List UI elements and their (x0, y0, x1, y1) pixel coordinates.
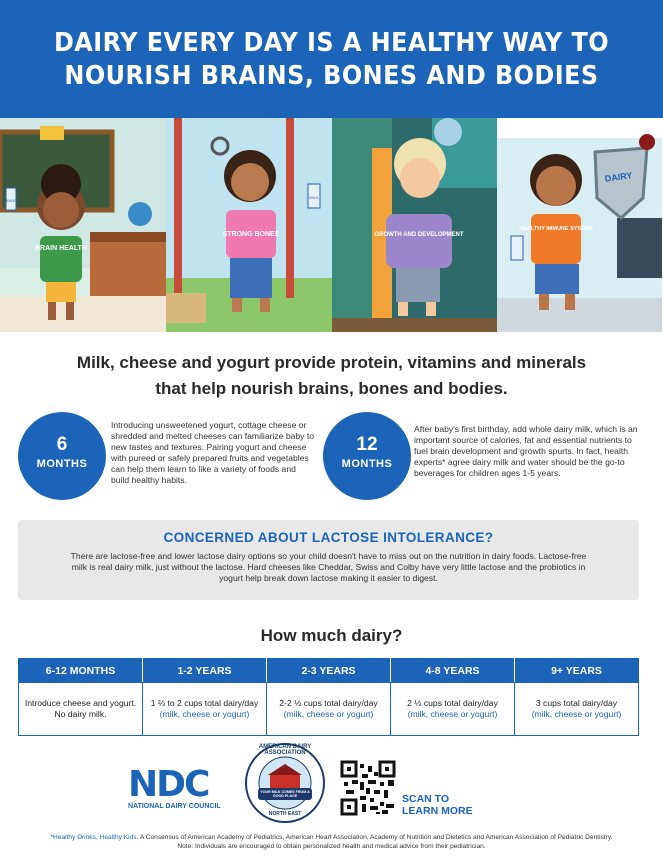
cell-1-2-years (143, 683, 267, 736)
table-row (19, 683, 639, 736)
intro-line-1: Milk, cheese and yogurt provide protein, vitamins and minerals (76, 353, 587, 372)
milestone-6-unit: MONTHS (36, 458, 88, 470)
panel-2-shirt-text: STRONG BONES (222, 231, 280, 238)
header-6-12-months: 6-12 MONTHS (19, 659, 143, 683)
panel-4-shirt-text: HEALTHY IMMUNE SYSTEM (519, 226, 593, 232)
footnote-line-1: A Consensus of American Academy of Pediatrics, American Heart Association, Academy of Nutrition and Dietetics and American Association of Pediatric Dentistry. (138, 834, 613, 841)
cell-9-plus-years (515, 683, 639, 736)
cell-main-text: Introduce cheese and yogurt. No dairy milk. (24, 698, 137, 719)
illustration-immune-system (497, 118, 663, 332)
lactose-text: There are lactose-free and lower lactose dairy options so your child doesn't have to miss out on the nutrition in dairy foods. Lactose-free milk is real dairy milk, just without the lactose. Hard cheeses like Cheddar, Swiss and Colby have very little lactose and the probiotics in yogurt help break down lactose making it easier to digest. (70, 551, 587, 583)
lactose-intolerance-box (18, 520, 639, 600)
cell-main-text: 2 ½ cups total dairy/day (407, 698, 498, 708)
panel-3-shirt-text: GROWTH AND DEVELOPMENT (373, 232, 464, 238)
illustration-brain-health (0, 118, 166, 332)
cell-6-12-months (19, 683, 143, 736)
ada-seal-slogan: YOUR MILK COMES FROM A GOOD PLACE (260, 790, 310, 799)
cell-sub-text: (milk, cheese or yogurt) (531, 709, 622, 719)
scan-to-learn-more-link[interactable] (402, 793, 473, 817)
milestone-6-number: 6 (56, 434, 68, 455)
header-2-3-years: 2-3 YEARS (267, 659, 391, 683)
illustration-strong-bones (166, 118, 332, 332)
cell-sub-text: (milk, cheese or yogurt) (407, 709, 498, 719)
intro-line-2: that help nourish brains, bones and bodies. (155, 379, 508, 398)
qr-code[interactable] (340, 760, 396, 816)
logos-row (0, 740, 663, 830)
title-line-1: DAIRY EVERY DAY IS A HEALTHY WAY TO (53, 28, 610, 58)
cell-sub-text: (milk, cheese or yogurt) (283, 709, 374, 719)
dairy-table-title: How much dairy? (260, 626, 403, 645)
footnote-source-link[interactable]: *Healthy Drinks, Healthy Kids. (50, 834, 139, 841)
header-9-plus-years: 9+ YEARS (515, 659, 639, 683)
header-4-8-years: 4-8 YEARS (391, 659, 515, 683)
scan-line-2: LEARN MORE (402, 805, 473, 817)
panel-1-shirt-text: BRAIN HEALTH (35, 245, 87, 252)
cell-main-text: 1 ⅔ to 2 cups total dairy/day (150, 698, 259, 708)
illustration-strip (0, 118, 663, 332)
cell-2-3-years (267, 683, 391, 736)
milestone-6-text: Introducing unsweetened yogurt, cottage cheese or shredded and melted cheeses can familiarize baby to new tastes and textures. Pairing yogurt and cheese with pureed or safely prepared fruits and vegetables can help them learn to like a variety of foods and build healthy habits. (111, 420, 315, 485)
title-line-2: NOURISH BRAINS, BONES AND BODIES (64, 61, 599, 91)
milestone-6-months-badge (18, 412, 106, 500)
table-header-row (19, 659, 639, 683)
panel-1-bottle-text: MILK (6, 198, 16, 203)
footnote (10, 833, 653, 851)
illustration-growth (332, 118, 498, 332)
milestone-12-number: 12 (356, 434, 378, 455)
page-title (45, 27, 618, 93)
dairy-servings-table (18, 658, 639, 736)
footnote-line-2: Note: Individuals are encouraged to obtain personalized health and medical advice from their pediatrician. (177, 843, 486, 850)
ada-seal-name: AMERICAN DAIRY ASSOCIATION (258, 744, 312, 756)
lactose-title: CONCERNED ABOUT LACTOSE INTOLERANCE? (163, 530, 494, 545)
panel-4-shield-text: DAIRY (604, 170, 634, 184)
ndc-logo-text: NDC (128, 764, 209, 805)
cell-main-text: 3 cups total dairy/day (535, 698, 618, 708)
milestone-12-text: After baby's first birthday, add whole dairy milk, which is an important source of calories, fat and essential nutrients to fuel brain development and growth spurts. In fact, health experts* agree dairy milk and water should be the go-to beverages for children ages 1-5 years. (414, 424, 638, 478)
ada-seal-region: NORTH EAST (268, 811, 302, 817)
header-1-2-years: 1-2 YEARS (143, 659, 267, 683)
panel-2-bottle-text: MILK (309, 195, 319, 200)
cell-sub-text: (milk, cheese or yogurt) (159, 709, 250, 719)
scan-line-1: SCAN TO (402, 793, 450, 805)
title-banner (0, 0, 663, 118)
intro-statement (60, 350, 603, 402)
cell-main-text: 2-2 ½ cups total dairy/day (279, 698, 378, 708)
ndc-logo[interactable] (128, 765, 240, 825)
ndc-logo-caption: NATIONAL DAIRY COUNCIL (128, 803, 221, 810)
milestone-12-unit: MONTHS (341, 458, 393, 470)
milestone-12-months-badge (323, 412, 411, 500)
cell-4-8-years (391, 683, 515, 736)
ada-seal[interactable] (244, 740, 326, 826)
